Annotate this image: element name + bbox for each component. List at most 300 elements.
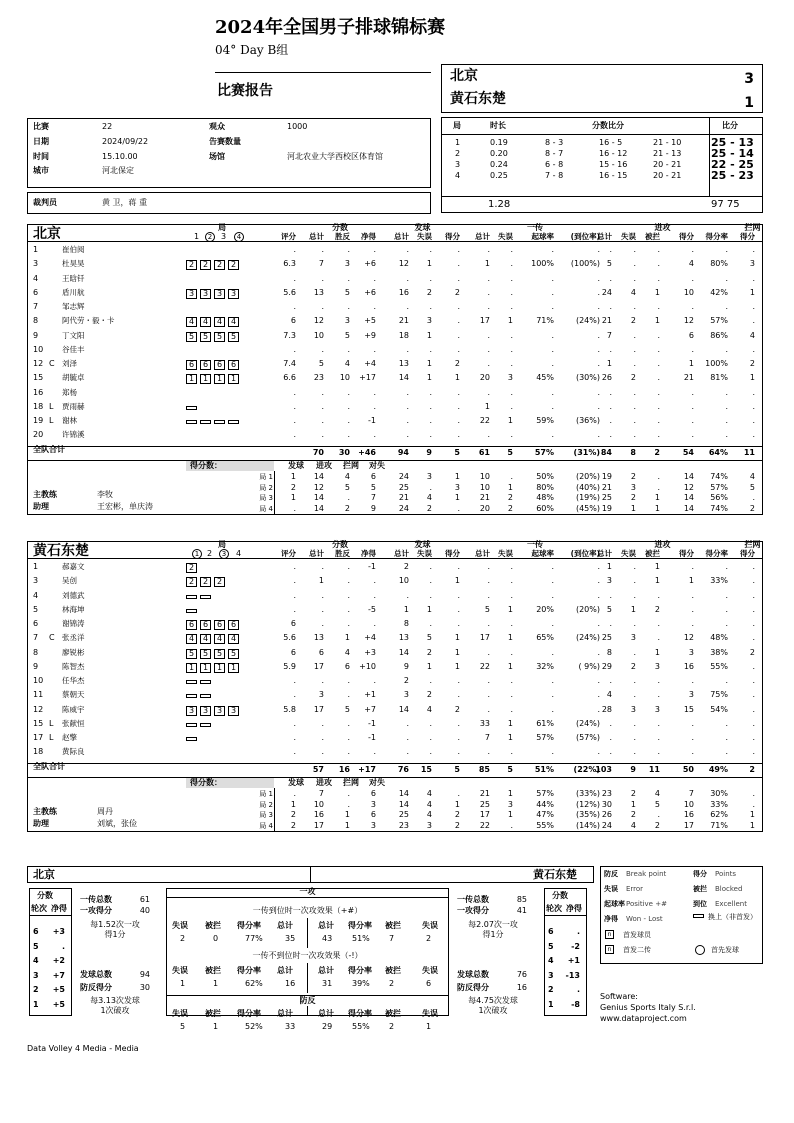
stat-cell: . [633,676,636,685]
stat-cell: 3 [654,661,660,671]
set-row-cell: 48% [536,493,554,502]
stat-cell: . [597,562,600,571]
hdr-set: 局 [218,540,226,549]
software-vendor: Genius Sports Italy S.r.l. [600,1003,696,1012]
set-row-cell: 6 - 8 [545,160,564,169]
stat-cell: . [510,576,513,586]
zone-box: 4 [200,317,211,327]
stat-cell: . [752,704,755,714]
mid-hdr: 总计 [277,1009,293,1018]
set-row-cell: 25 [479,799,490,809]
set-row-cell: 25 [601,493,612,502]
stat-cell: . [510,359,513,368]
zone-box: 2 [228,260,239,270]
stat-cell: . [633,416,636,425]
player-name: 任华杰 [62,676,85,685]
stat-cell: . [347,302,350,311]
player-no: 1 [33,562,39,571]
stat-cell: . [347,747,350,757]
stat-cell: 65% [536,633,554,643]
stat-cell: . [429,562,432,571]
mid-hdr: 得分率 [348,1009,372,1018]
set-row-cell: 22 [479,820,490,830]
player-no: 7 [33,633,39,643]
stat-cell: 12 [683,316,694,326]
set-row-label: 局 3 [259,811,273,819]
player-no: 3 [33,576,39,586]
stat-cell: 5 [344,330,350,340]
stat-cell: . [725,416,728,425]
stat-cell: . [321,718,324,728]
divider [274,471,275,515]
zone-box: 6 [214,360,225,370]
b-bp: 16 [516,983,527,992]
b-so-pts-label: 一攻得分 [457,906,489,915]
label-venue: 场馆 [209,152,225,161]
zone-box: 5 [200,332,211,342]
stat-cell: . [633,302,636,311]
mid-hdr: 得分率 [348,921,372,930]
mid-hdr: 得分率 [348,966,372,975]
mid-hdr: 失误 [172,966,188,975]
rotation-num: 6 [33,927,39,936]
player-name: 阿代劳・毅・卡 [62,316,115,326]
stat-cell: 3 [654,704,660,714]
stat-cell: . [429,590,432,600]
stat-cell: . [657,273,660,283]
stat-cell: . [725,273,728,283]
stat-cell: . [752,316,755,326]
col-header: 失误 [498,232,513,241]
summary-team-b: 黄石东楚 [533,868,577,881]
player-name: 谢林 [62,416,77,425]
mid-val: 51% [352,934,370,943]
player-name: 谢锦涛 [62,619,85,628]
stat-cell: 54% [710,704,728,714]
mid-val: 1 [426,1022,432,1031]
zone-box: 4 [186,634,197,644]
player-name: 黄际良 [62,747,85,757]
stat-cell: 1 [507,633,513,643]
set-row-cell: . [457,789,460,798]
stat-cell: . [657,344,660,354]
stat-cell: 1 [507,733,513,742]
stat-cell: +17 [359,373,376,383]
col-header: 得分率 [705,232,728,241]
stat-cell: 12 [398,259,409,269]
stat-cell: 3 [630,633,636,643]
player-no: 8 [33,316,39,326]
mid-val: 52% [245,1022,263,1031]
stat-cell: 17 [313,661,324,671]
hdr-set: 局 [218,223,226,232]
stat-cell: . [406,430,409,440]
sets-col-header: 进攻 [316,778,332,787]
stat-cell: 3 [630,704,636,714]
stat-cell: . [293,302,296,311]
stat-cell: . [457,590,460,600]
rotation-net: . [576,927,580,936]
mid-val: 7 [389,934,395,943]
player-no: 6 [33,619,39,628]
set-row-cell: 1 [630,799,636,809]
zone-box: 4 [228,317,239,327]
total-cell: 103 [595,765,612,774]
stat-cell: . [429,576,432,586]
total-cell: 76 [397,765,409,774]
total-cell: 84 [600,448,612,457]
player-lib: L [49,416,54,425]
stat-cell: 9 [403,661,409,671]
set-row-cell: 16 - 5 [599,138,623,147]
set-row-cell: 0.20 [490,149,508,158]
stat-cell: 5 [606,604,612,614]
stat-cell: 6 [290,647,296,657]
stat-cell: . [633,245,636,254]
stat-cell: . [510,562,513,571]
stat-cell: . [487,704,490,714]
stat-cell: . [429,245,432,254]
rotation-num: 2 [548,985,554,994]
stat-cell: . [293,676,296,685]
stat-cell: +3 [364,647,376,657]
player-name: 张献恒 [62,718,85,728]
stat-cell: . [457,316,460,326]
stat-cell: . [347,344,350,354]
stat-cell: . [633,718,636,728]
player-name: 贾雨赫 [62,401,85,411]
set-row-cell: 7 [318,789,324,798]
player-lib: L [49,733,54,742]
total-cell: 2 [749,765,755,774]
stat-cell: . [321,401,324,411]
mid-val: 5 [180,1022,186,1031]
stat-cell: . [457,245,460,254]
software-url: www.dataproject.com [600,1014,687,1023]
mid-hdr: 失误 [172,921,188,930]
mid-sub1: 一传到位时一次攻效果（+#） [252,906,363,915]
stat-cell: . [752,401,755,411]
bench-legend-icon [693,914,704,918]
total-label: 全队合计 [33,445,65,454]
stat-cell: . [752,718,755,728]
set-row-cell: 8 - 3 [545,138,564,147]
stat-cell: 1 [426,359,432,368]
stat-cell: 1 [454,576,460,586]
zone-box: 6 [200,620,211,630]
stat-cell: . [597,647,600,657]
set-row-cell: 9 [370,503,376,513]
stat-cell: . [457,330,460,340]
set-row-cell: 50% [536,472,554,481]
label-city: 城市 [33,166,49,175]
coach-label: 主教练 [33,490,57,499]
stat-cell: . [487,562,490,571]
coach-label: 主教练 [33,807,57,816]
stat-cell: . [293,590,296,600]
set-row-cell: 14 [398,799,409,809]
stat-cell: . [406,747,409,757]
stat-cell: . [293,401,296,411]
stat-cell: . [633,344,636,354]
stat-cell: . [457,273,460,283]
stat-cell: 2 [454,704,460,714]
stat-cell: . [293,747,296,757]
player-name: 胡毓卓 [62,373,85,383]
total-cell: 5 [507,448,513,457]
set-row-cell: 5 [654,799,660,809]
player-no: 1 [33,245,39,254]
stat-cell: . [691,590,694,600]
zone-box: 2 [186,563,197,573]
bench-icon [186,420,197,424]
stat-cell: . [373,387,376,397]
set-row-label: 局 2 [259,483,273,492]
summary-team-a: 北京 [33,868,55,881]
stat-cell: +6 [364,287,376,297]
stat-cell: 57% [710,316,728,326]
stat-cell: 20% [536,604,554,614]
col-header: 得分 [740,549,755,558]
col-header: 起球率 [531,549,554,558]
col-header: 得分率 [705,549,728,558]
stat-cell: 1 [688,359,694,368]
set-row-cell: 2 [630,493,636,502]
mid-val: 2 [426,934,432,943]
player-name: 廖锐彬 [62,647,85,657]
set-row-cell: . [752,493,755,502]
stat-cell: 3 [344,316,350,326]
bench-icon [186,737,197,741]
zone-box: 5 [228,332,239,342]
set-row-cell: 21 - 10 [653,138,682,147]
set-row-cell: 4 [426,810,432,819]
stat-cell: (24%) [575,316,600,326]
rotation-num: 1 [548,999,554,1009]
stat-cell: . [597,576,600,586]
stat-cell: . [633,401,636,411]
set-row-cell: 1 [507,789,513,798]
stat-cell: 2 [749,359,755,368]
stat-cell: . [551,273,554,283]
stat-cell: . [347,718,350,728]
stat-cell: . [551,647,554,657]
set-row-cell: . [510,820,513,830]
stat-cell: 4 [344,647,350,657]
set-row-cell: . [657,482,660,492]
stat-cell: . [691,562,694,571]
stat-cell: 3 [318,690,324,700]
stat-cell: . [691,718,694,728]
hdr-reception: 一传 [527,223,543,232]
bench-icon [200,694,211,698]
stat-cell: 57% [536,733,554,742]
stat-cell: . [597,590,600,600]
stat-cell: 4 [426,704,432,714]
set-row-cell: 17 [479,810,490,819]
total-cell: 15 [420,765,432,774]
set-row-cell: 14 [313,472,324,481]
bench-icon [228,420,239,424]
b-serve-total-label: 发球总数 [457,970,489,979]
stat-cell: . [597,302,600,311]
set-row-cell: 2 [630,789,636,798]
stat-cell: . [293,387,296,397]
stat-cell: . [457,604,460,614]
mid-val: 0 [213,934,219,943]
stat-cell: . [752,430,755,440]
set-row-cell: 80% [536,482,554,492]
stat-cell: 1 [606,359,612,368]
rotation-net: +7 [52,970,65,980]
match-city: 河北保定 [102,166,134,175]
stat-cell: 14 [398,373,409,383]
team_a-name: 北京 [33,226,61,242]
stat-cell: . [725,590,728,600]
set-row-cell: 0.19 [490,138,508,147]
player-no: 18 [33,747,44,757]
setter-icon: n [605,945,614,954]
stat-cell: . [551,344,554,354]
legend-serve-first: 首先发球 [711,946,739,954]
stat-cell: . [293,430,296,440]
stat-cell: . [487,690,490,700]
legend-term: 到位 [693,900,707,908]
set-row-cell: 62% [710,810,728,819]
stat-cell: . [609,733,612,742]
set-row-cell: 4 [344,472,350,481]
stat-cell: 13 [398,633,409,643]
rotation-num: 3 [33,970,39,980]
player-no: 20 [33,430,44,440]
stat-cell: 1 [344,633,350,643]
total-cell: 5 [454,448,460,457]
mid-hdr: 总计 [277,966,293,975]
zone-box: 4 [228,634,239,644]
legend-term: 防反 [604,870,618,878]
stat-cell: . [752,576,755,586]
stat-cell: . [657,690,660,700]
stat-cell: . [510,302,513,311]
stat-cell: . [551,690,554,700]
stat-cell: 4 [749,330,755,340]
hdr-block: 拦网 [744,223,761,232]
set-row-cell: . [657,810,660,819]
player-name: 陈智杰 [62,661,85,671]
stat-cell: 6 [290,619,296,628]
assist-label: 助理 [33,502,49,511]
set-row-cell: 1 [290,493,296,502]
stat-cell: 21 [683,373,694,383]
stat-cell: 22 [479,661,490,671]
stat-cell: . [609,344,612,354]
stat-cell: 21 [601,316,612,326]
set-row-cell: 30% [710,789,728,798]
zone-box: 4 [200,634,211,644]
sets-hdr-duration: 时长 [490,121,506,130]
match-no: 22 [102,122,113,131]
stat-cell: . [429,733,432,742]
set-row-cell: 4 [426,789,432,798]
stat-cell: . [321,344,324,354]
stat-cell: 20 [479,373,490,383]
stat-cell: 2 [454,287,460,297]
stat-cell: +7 [364,704,376,714]
stat-cell: . [691,619,694,628]
set-row-label: 局 1 [259,790,273,798]
stat-cell: . [373,576,376,586]
rotation-num: 4 [548,956,554,965]
total-cell: 2 [654,448,660,457]
stat-cell: . [691,302,694,311]
stat-cell: . [597,344,600,354]
stat-cell: . [752,661,755,671]
legend-desc: Error [626,885,644,893]
set-num: 3 [221,232,227,241]
stat-cell: 2 [426,690,432,700]
stat-cell: . [429,302,432,311]
stat-cell: . [752,416,755,425]
stat-cell: 18 [398,330,409,340]
player-no: 4 [33,273,39,283]
total-cell: 64% [708,448,728,457]
zone-box: 2 [214,260,225,270]
stat-cell: . [551,590,554,600]
stat-cell: . [510,344,513,354]
stat-cell: . [347,576,350,586]
stat-cell: . [609,302,612,311]
sets-col-header: 发球 [288,461,304,470]
set-row-cell: (19%) [575,493,600,502]
stat-cell: . [457,401,460,411]
stat-cell: . [752,245,755,254]
set-row-cell: 2 [630,810,636,819]
stat-cell: . [510,690,513,700]
stat-cell: +4 [364,359,376,368]
stat-cell: . [597,430,600,440]
stat-cell: 42% [710,287,728,297]
stat-cell: . [487,387,490,397]
stat-cell: . [457,259,460,269]
mid-val: 1 [213,979,219,988]
stat-cell: 7 [318,259,324,269]
stat-cell: . [429,676,432,685]
set-row-cell: 26 [601,810,612,819]
col-header: 得分 [679,549,694,558]
set-row-cell: 3 [630,482,636,492]
stat-cell: 16 [398,287,409,297]
set-row-cell: 21 [479,493,490,502]
stat-cell: . [293,718,296,728]
assist-label: 助理 [33,819,49,828]
stat-cell: ( 9%) [578,661,600,671]
set-row-cell: 74% [710,503,728,513]
stat-cell: . [633,562,636,571]
zone-box: 1 [214,374,225,384]
player-no: 10 [33,676,44,685]
stat-cell: . [406,245,409,254]
stat-cell: . [657,416,660,425]
total-cell: 51% [534,765,554,774]
stat-cell: . [691,273,694,283]
col-header: 失误 [621,232,636,241]
stat-cell: . [597,273,600,283]
a-so-pts-label: 一攻得分 [80,906,112,915]
sets-hdr-partial: 分数比分 [592,121,624,130]
stat-cell: . [657,430,660,440]
set-row-cell: 1 [454,799,460,809]
stat-cell: . [551,401,554,411]
